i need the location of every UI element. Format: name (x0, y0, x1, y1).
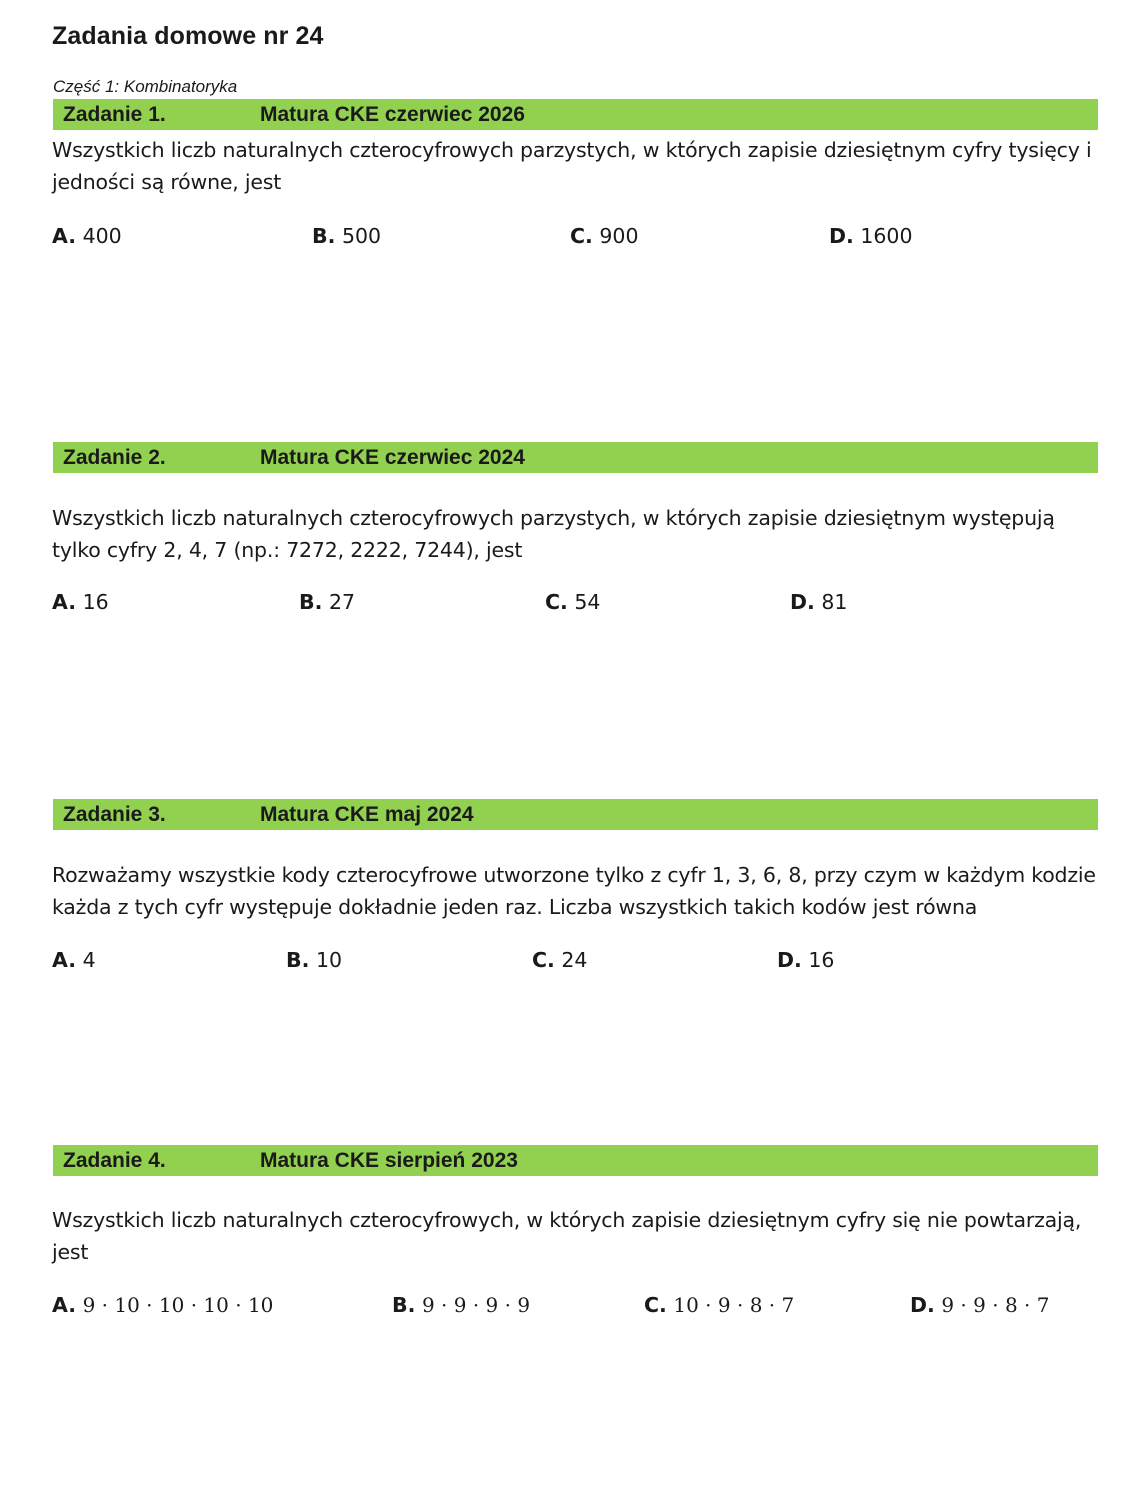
task-2-source: Matura CKE czerwiec 2024 (260, 446, 525, 469)
task-4-answer-d (910, 1293, 1049, 1317)
task-1-answer-b (312, 224, 381, 248)
answer-letter: B. (312, 224, 336, 248)
task-2-answer-d (790, 590, 847, 614)
answer-letter: A. (52, 590, 77, 614)
answer-letter: A. (52, 224, 77, 248)
task-3-text: Rozważamy wszystkie kody czterocyfrowe utworzone tylko z cyfr 1, 3, 6, 8, przy czym w każdym kodzie każda z tych cyfr występuje dokładnie jeden raz. Liczba wszystkich takich kodów jest równa (52, 863, 1096, 919)
task-2-answer-b (299, 590, 355, 614)
answer-letter: C. (570, 224, 593, 248)
answer-letter: D. (777, 948, 802, 972)
task-4-answer-c (644, 1293, 794, 1317)
answer-value: 16 (82, 590, 109, 614)
task-2-answer-a (52, 590, 109, 614)
task-1-number: Zadanie 1. (63, 103, 166, 126)
answer-letter: A. (52, 1293, 77, 1317)
answer-letter: D. (910, 1293, 935, 1317)
answer-value: 24 (561, 948, 588, 972)
answer-value: 9 · 10 · 10 · 10 · 10 (82, 1293, 274, 1317)
answer-value: 10 (315, 948, 343, 972)
task-4-header (53, 1145, 1098, 1176)
task-3-answer-b (286, 948, 342, 972)
task-3-source: Matura CKE maj 2024 (260, 803, 474, 826)
section-label: Część 1: Kombinatoryka (53, 77, 238, 96)
task-1-answer-a (52, 224, 122, 248)
answer-letter: C. (545, 590, 568, 614)
answer-value: 27 (328, 590, 356, 614)
task-4-number: Zadanie 4. (63, 1149, 166, 1172)
answer-letter: D. (790, 590, 815, 614)
task-4-answer-b (392, 1293, 530, 1317)
task-3-answer-a (52, 948, 96, 972)
answer-letter: C. (532, 948, 555, 972)
answer-value: 81 (821, 590, 848, 614)
task-3-number: Zadanie 3. (63, 803, 166, 826)
task-2-number: Zadanie 2. (63, 446, 166, 469)
task-1-source: Matura CKE czerwiec 2026 (260, 103, 525, 126)
task-3-answer-d (777, 948, 834, 972)
task-2-answer-c (545, 590, 600, 614)
answer-value: 400 (82, 224, 122, 248)
task-2-header (53, 442, 1098, 473)
answer-value: 1600 (860, 224, 913, 248)
task-4-source: Matura CKE sierpień 2023 (260, 1149, 518, 1172)
answer-letter: D. (829, 224, 854, 248)
task-1-text: Wszystkich liczb naturalnych czterocyfrowych parzystych, w których zapisie dziesiętnym cyfry tysięcy i jedności są równe, jest (52, 138, 1092, 194)
answer-value: 10 · 9 · 8 · 7 (673, 1293, 795, 1317)
answer-letter: B. (299, 590, 323, 614)
task-4-text: Wszystkich liczb naturalnych czterocyfrowych, w których zapisie dziesiętnym cyfry się nie powtarzają, jest (52, 1208, 1082, 1264)
task-2-text: Wszystkich liczb naturalnych czterocyfrowych parzystych, w których zapisie dziesiętnym występują tylko cyfry 2, 4, 7 (np.: 7272, 2222, 7244), jest (52, 506, 1055, 562)
task-1-header (53, 99, 1098, 130)
answer-value: 500 (341, 224, 382, 248)
answer-value: 16 (808, 948, 835, 972)
task-3-answer-c (532, 948, 587, 972)
answer-letter: B. (286, 948, 310, 972)
task-1-answer-c (570, 224, 639, 248)
task-1-answer-d (829, 224, 913, 248)
document-title: Zadania domowe nr 24 (52, 22, 324, 50)
answer-value: 9 · 9 · 8 · 7 (941, 1293, 1050, 1317)
answer-value: 9 · 9 · 9 · 9 (421, 1293, 531, 1317)
answer-value: 4 (82, 948, 96, 972)
task-4-answer-a (52, 1293, 273, 1317)
answer-letter: B. (392, 1293, 416, 1317)
task-3-header (53, 799, 1098, 830)
answer-value: 900 (599, 224, 639, 248)
answer-value: 54 (574, 590, 601, 614)
answer-letter: A. (52, 948, 77, 972)
answer-letter: C. (644, 1293, 667, 1317)
